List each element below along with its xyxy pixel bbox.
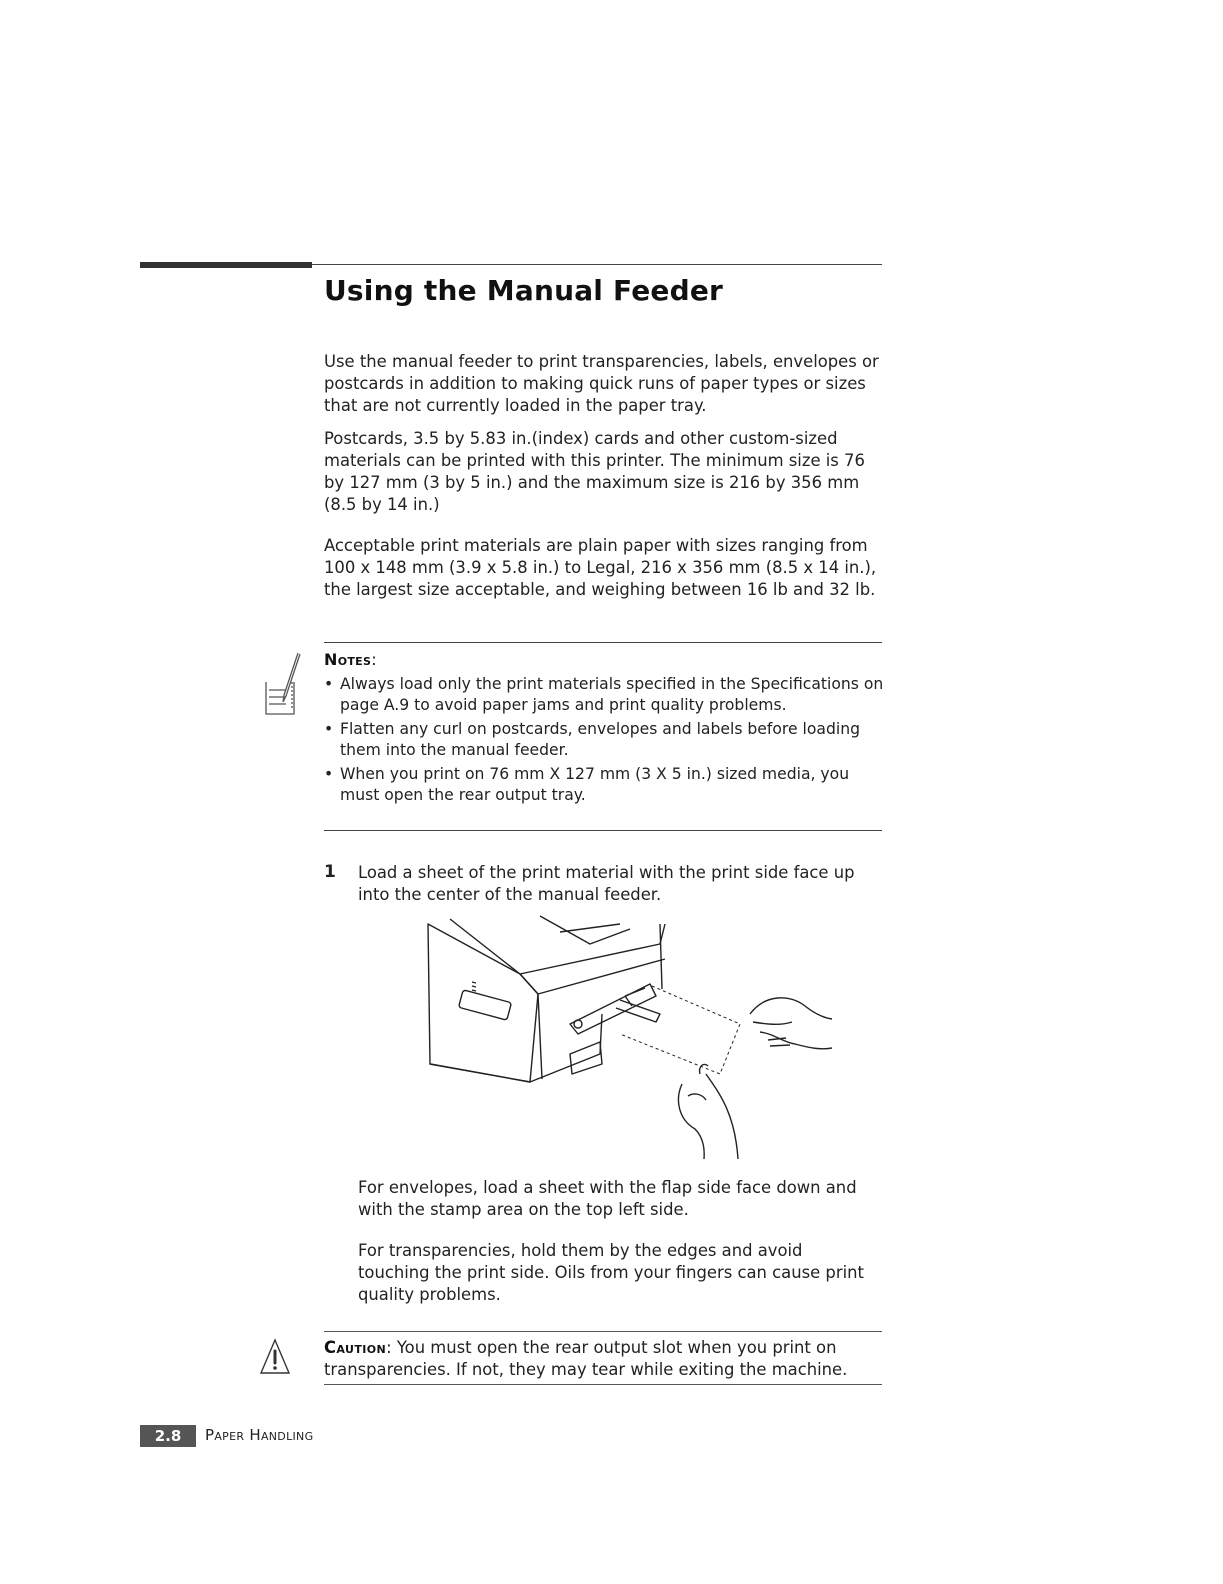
transparency-instruction: For transparencies, hold them by the edges and avoid touching the print side. Oils from your fingers can cause print quality problems. — [358, 1241, 864, 1304]
step-number: 1 — [324, 862, 336, 882]
notes-list — [324, 674, 884, 809]
footer-section-title: Paper Handling — [205, 1426, 314, 1444]
caution-text — [324, 1337, 884, 1381]
envelope-instruction: For envelopes, load a sheet with the flap side face down and with the stamp area on the top left side. — [358, 1178, 857, 1219]
note-item: • Always load only the print materials specified in the Specifications on page A.9 to avoid paper jams and print quality problems. — [324, 674, 884, 716]
page-title: Using the Manual Feeder — [324, 274, 724, 307]
page-number: 2.8 — [140, 1425, 196, 1447]
note-item: • Flatten any curl on postcards, envelopes and labels before loading them into the manual feeder. — [324, 719, 884, 761]
note-item: • When you print on 76 mm X 127 mm (3 X 5 in.) sized media, you must open the rear output tray. — [324, 764, 884, 806]
caution-bottom-rule — [324, 1384, 882, 1385]
header-rule-thin — [312, 264, 882, 265]
notepad-pencil-icon — [256, 652, 306, 720]
acceptable-materials-paragraph: Acceptable print materials are plain paper with sizes ranging from 100 x 148 mm (3.9 x 5.8 in.) to Legal, 216 x 356 mm (8.5 x 14 in.), the largest size acceptable, and weighing between 16 lb and 32 lb. — [324, 536, 877, 599]
intro-paragraph: Use the manual feeder to print transparencies, labels, envelopes or postcards in addition to making quick runs of paper types or sizes that are not currently loaded in the paper tray. — [324, 352, 879, 415]
caution-body: : You must open the rear output slot when you print on transparencies. If not, they may tear while exiting the machine. — [324, 1338, 848, 1379]
step-text: Load a sheet of the print material with the print side face up into the center of the manual feeder. — [358, 863, 855, 904]
notes-top-rule — [324, 642, 882, 643]
notes-bottom-rule — [324, 830, 882, 831]
notes-heading-colon: : — [371, 650, 377, 669]
manual-feeder-illustration — [420, 914, 840, 1164]
caution-label: Caution — [324, 1338, 387, 1357]
caution-top-rule — [324, 1331, 882, 1332]
notes-heading-text: Notes — [324, 650, 372, 669]
caution-icon — [258, 1337, 292, 1381]
custom-size-paragraph: Postcards, 3.5 by 5.83 in.(index) cards and other custom-sized materials can be printed with this printer. The minimum size is 76 by 127 mm (3 by 5 in.) and the maximum size is 216 by 356 mm (8.5 by 14 in.) — [324, 429, 865, 514]
notes-heading — [324, 650, 377, 669]
header-rule-thick — [140, 262, 312, 268]
